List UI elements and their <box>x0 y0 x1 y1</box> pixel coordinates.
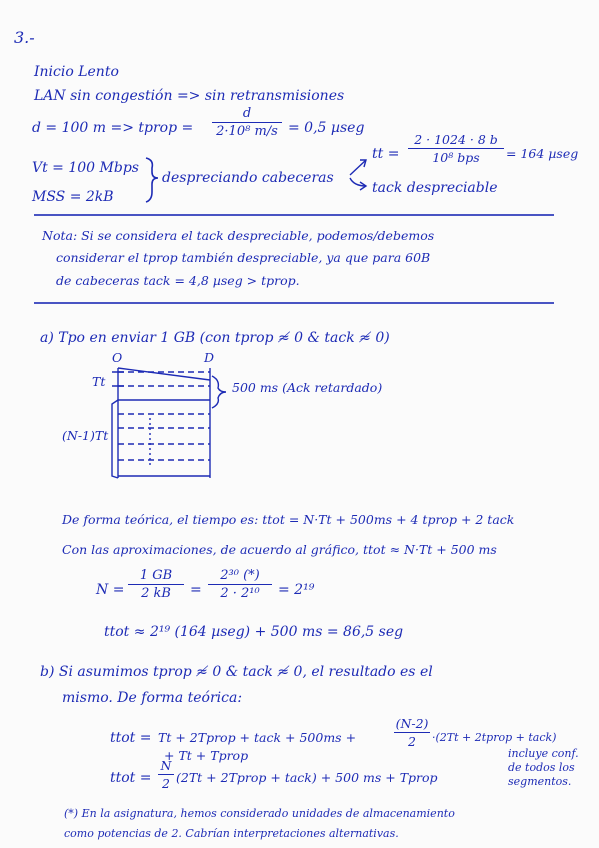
tt-lhs: tt = <box>372 146 400 162</box>
part-b-line2: mismo. De forma teórica: <box>62 690 243 706</box>
n-fraction-2 <box>208 568 272 601</box>
tt-rhs: = 164 µseg <box>506 146 579 161</box>
d-line-rhs: = 0,5 µseg <box>288 120 365 136</box>
tt-fraction-num: 2 · 1024 · 8 b <box>414 132 498 147</box>
heading: Inicio Lento <box>34 64 119 80</box>
eq1-tail: ·(2Tt + 2tprop + tack) <box>432 731 557 744</box>
label-tt: Tt <box>92 374 106 389</box>
side-note-1: incluye conf. <box>508 747 579 760</box>
lan-line: LAN sin congestión => sin retransmisiones <box>34 88 345 104</box>
part-b-line1: b) Si asumimos tprop ≉ 0 & tack ≉ 0, el resultado es el <box>40 664 433 680</box>
label-dest: D <box>204 350 215 365</box>
eq2-fraction <box>158 758 174 791</box>
eq1-cont: + Tt + Tprop <box>164 748 249 763</box>
side-note-2: de todos los <box>508 761 575 774</box>
arrow-up <box>350 160 366 175</box>
d-fraction-num: d <box>242 106 252 121</box>
note-rule-top <box>34 214 554 216</box>
n-mid: = <box>190 582 202 598</box>
n-lhs: N = <box>96 582 125 598</box>
footnote-line-1: (*) En la asignatura, hemos considerado unidades de almacenamiento <box>64 807 455 820</box>
note-line-3: de cabeceras tack = 4,8 µseg > tprop. <box>56 273 300 288</box>
note-line-1: Nota: Si se considera el tack despreciable, podemos/debemos <box>42 228 435 243</box>
n-fraction-2-num: 2³⁰ (*) <box>220 568 260 583</box>
n-rhs: = 2¹⁹ <box>278 582 315 598</box>
side-note-3: segmentos. <box>508 775 572 788</box>
eq1-fraction <box>394 716 430 749</box>
eq2-fraction-den: 2 <box>162 776 170 792</box>
eq1-fraction-num: (N-2) <box>395 716 429 731</box>
desprec-line: despreciando cabeceras <box>162 170 334 186</box>
first-segment <box>118 368 210 380</box>
part-a-line1: De forma teórica, el tiempo es: ttot = N·Tt + 500ms + 4 tprop + 2 tack <box>62 512 515 527</box>
d-line-lhs: d = 100 m => tprop = <box>32 120 194 136</box>
problem-number: 3.- <box>14 28 35 47</box>
footnote-line-2: como potencias de 2. Cabrían interpretaciones alternativas. <box>64 827 399 840</box>
n-fraction-1-num: 1 GB <box>139 568 173 583</box>
eq2-fraction-num: N <box>160 758 172 773</box>
brace <box>146 158 158 202</box>
n-fraction-1-bar <box>128 584 184 585</box>
eq2-tail: (2Tt + 2Tprop + tack) + 500 ms + Tprop <box>176 770 438 785</box>
eq1-fraction-bar <box>394 732 430 733</box>
ack-brace <box>212 376 226 408</box>
vt-line: Vt = 100 Mbps <box>32 160 139 176</box>
label-500ms: 500 ms (Ack retardado) <box>232 380 383 395</box>
note-line-2: considerar el tprop también despreciable, ya que para 60B <box>56 250 431 265</box>
tack-line: tack despreciable <box>372 180 498 196</box>
n-fraction-2-bar <box>208 584 272 585</box>
part-a-title: a) Tpo en enviar 1 GB (con tprop ≉ 0 & tack ≉ 0) <box>40 330 390 346</box>
ttot-approx: ttot ≈ 2¹⁹ (164 µseg) + 500 ms = 86,5 seg <box>104 624 404 640</box>
n-bracket <box>112 400 118 478</box>
eq1-lhs: ttot = <box>110 730 152 746</box>
timing-diagram <box>112 368 226 478</box>
eq2-lhs: ttot = <box>110 770 152 786</box>
n-fraction-1 <box>128 568 184 601</box>
label-ntt: (N-1)Tt <box>62 428 109 443</box>
n-fraction-1-den: 2 kB <box>141 586 171 602</box>
eq1-fraction-den: 2 <box>408 734 416 750</box>
mss-line: MSS = 2kB <box>32 189 114 205</box>
note-rule-bottom <box>34 302 554 304</box>
label-origin: O <box>112 350 123 365</box>
eq2-fraction-bar <box>158 774 174 775</box>
tt-fraction-den: 10⁸ bps <box>432 150 480 166</box>
eq1-terms: Tt + 2Tprop + tack + 500ms + <box>158 730 357 745</box>
n-fraction-2-den: 2 · 2¹⁰ <box>220 586 260 602</box>
d-fraction-den: 2·10⁸ m/s <box>216 124 278 140</box>
part-a-line2: Con las aproximaciones, de acuerdo al gráfico, ttot ≈ N·Tt + 500 ms <box>62 542 497 557</box>
